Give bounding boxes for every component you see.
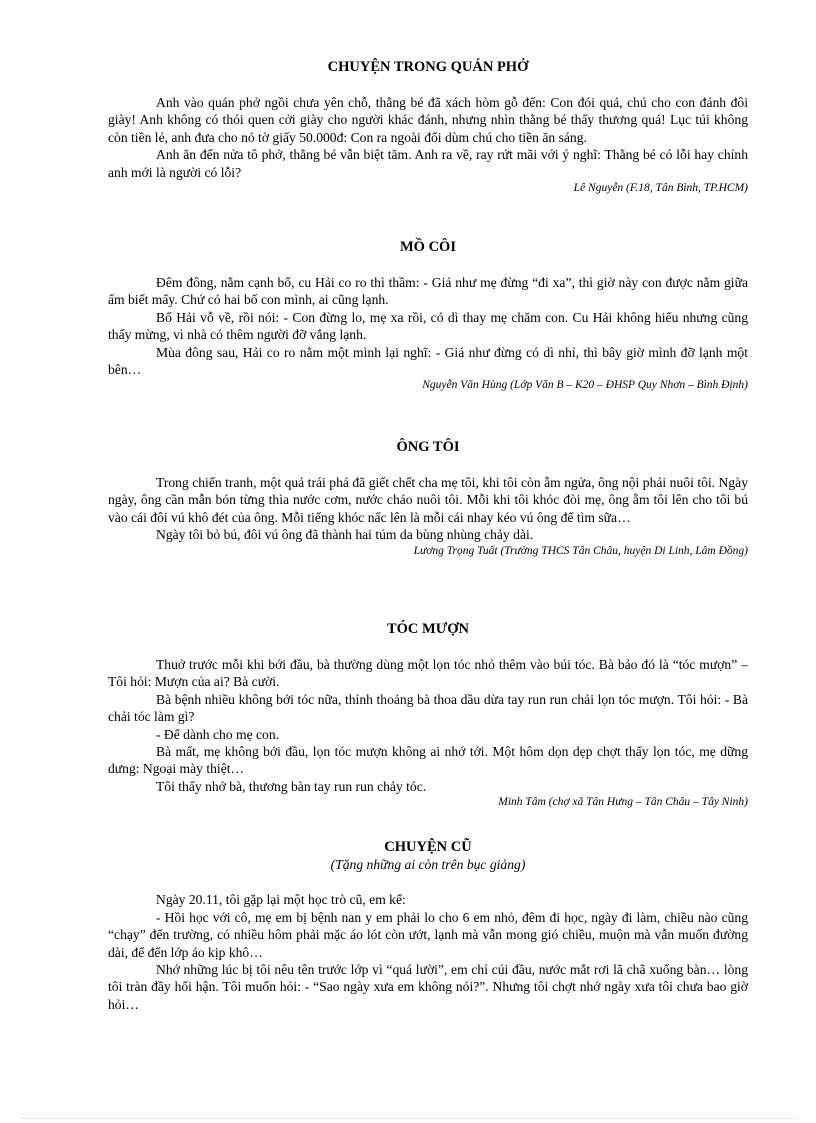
story-paragraph: Bà bệnh nhiều không bới tóc nữa, thỉnh thoảng bà thoa dầu dừa tay run run chải lọn tóc mượn. Tôi hỏi: - Bà chải tóc làm gì? [108, 691, 748, 725]
story-author: Minh Tâm (chợ xã Tân Hưng – Tân Châu – Tây Ninh) [498, 796, 748, 809]
story-paragraph: Bố Hải vỗ về, rồi nói: - Con đừng lo, mẹ xa rồi, có dì thay mẹ chăm con. Cu Hải không hiểu nhưng cũng thấy mừng, vì nhà có thêm người đỡ vắng lạnh. [108, 309, 748, 343]
story-paragraph: Ngày 20.11, tôi gặp lại một học trò cũ, em kể: [156, 892, 406, 908]
story-toc-muon [108, 620, 748, 810]
story-paragraph: Trong chiến tranh, một quả trái phá đã giết chết cha mẹ tôi, khi tôi còn ẵm ngửa, ông nội phải nuôi tôi. Ngày ngày, ông cần mẫn bón từng thìa nước cơm, nước cháo nuôi tôi. Mỗi khi tôi khóc đòi mẹ, ông ẵm tôi lên cho tôi bú vào cái đôi vú khô đét của ông. Mỗi tiếng khóc nấc lên là mỗi cái nhay kéo vú ông để tìm sữa… [108, 475, 748, 525]
story-title: CHUYỆN TRONG QUÁN PHỞ [327, 59, 529, 75]
story-paragraph: Mùa đông sau, Hải co ro nằm một mình lại nghĩ: - Giá như đừng có dì nhỉ, thì bây giờ mình đỡ lạnh một bên… [108, 344, 748, 378]
story-mo-coi [108, 238, 748, 393]
story-paragraph: - Để dành cho mẹ con. [156, 726, 280, 742]
story-paragraph: Ngày tôi bỏ bú, đôi vú ông đã thành hai túm da bùng nhùng chảy dài. [156, 527, 534, 543]
story-ong-toi [108, 438, 748, 559]
story-paragraph: - Hồi học với cô, mẹ em bị bệnh nan y em phải lo cho 6 em nhỏ, đêm đi học, ngày đi làm, chiều nào cũng “chạy” đến trường, có nhiều hôm phải mặc áo lót còn ướt, lạnh mà vẫn mong gió chiều, muộn mà vẫn muốn đường dài, để đến lớp áo kịp khô… [108, 909, 748, 960]
story-paragraph: Tôi thấy nhớ bà, thương bàn tay run run chảy tóc. [156, 778, 427, 794]
story-subtitle: (Tặng những ai còn trên bục giảng) [330, 857, 526, 872]
story-paragraph: Anh ăn đến nửa tô phở, thằng bé vẫn biệt tăm. Anh ra về, ray rứt mãi với ý nghĩ: Thằng bé có lỗi hay chính anh mới là người có lỗi? [108, 147, 748, 180]
story-title: MỒ CÔI [400, 239, 456, 255]
story-author: Lê Nguyễn (F.18, Tân Bình, TP.HCM) [573, 182, 748, 195]
story-paragraph: Đêm đông, nằm cạnh bố, cu Hải co ro thì thầm: - Giá như mẹ đừng “đi xa”, thì giờ này con được nằm giữa ấm biết mấy. Chứ có hai bố con mình, ai cũng lạnh. [108, 275, 748, 308]
story-title: TÓC MƯỢN [386, 621, 470, 637]
story-paragraph: Nhớ những lúc bị tôi nêu tên trước lớp vì “quá lười”, em chỉ cúi đầu, nước mắt rơi lã chã xuống bàn… lòng tôi tràn đầy hối hận. Tôi muốn hỏi: - “Sao ngày xưa em không nói?”. Nhưng tôi chợt nhớ ngày xưa tôi chưa bao giờ hỏi… [108, 962, 748, 1012]
story-title: CHUYỆN CŨ [384, 839, 472, 855]
story-paragraph: Thuở trước mỗi khi bới đầu, bà thường dùng một lọn tóc nhỏ thêm vào búi tóc. Bà bảo đó là “tóc mượn” – Tôi hỏi: Mượn của ai? Bà cười. [108, 657, 748, 690]
story-author: Nguyễn Văn Hùng (Lớp Văn B – K20 – ĐHSP Quy Nhơn – Bình Định) [422, 379, 748, 392]
story-author: Lương Trọng Tuất (Trường THCS Tân Châu, huyện Di Linh, Lâm Đồng) [413, 544, 748, 557]
story-paragraph: Bà mất, mẹ không bới đầu, lọn tóc mượn không ai nhớ tới. Một hôm dọn dẹp chợt thấy lọn tóc, mẹ dững dưng: Ngoại mày thiệt… [108, 744, 748, 777]
story-chuyen-trong-quan-pho [108, 58, 748, 196]
page-bottom-divider [20, 1118, 796, 1119]
story-title: ÔNG TÔI [396, 439, 460, 455]
story-paragraph: Anh vào quán phở ngồi chưa yên chỗ, thằng bé đã xách hòm gỗ đến: Con đói quá, chú cho con đánh đôi giày! Anh không có thói quen cởi giày cho người khác đánh, nhưng nhìn thằng bé thấy thương quá! Lục túi không còn tiền lẻ, anh đưa cho nó tờ giấy 50.000đ: Con ra ngoài đổi dùm chú cho tiền ăn sáng. [108, 95, 748, 145]
story-chuyen-cu [108, 838, 748, 1013]
